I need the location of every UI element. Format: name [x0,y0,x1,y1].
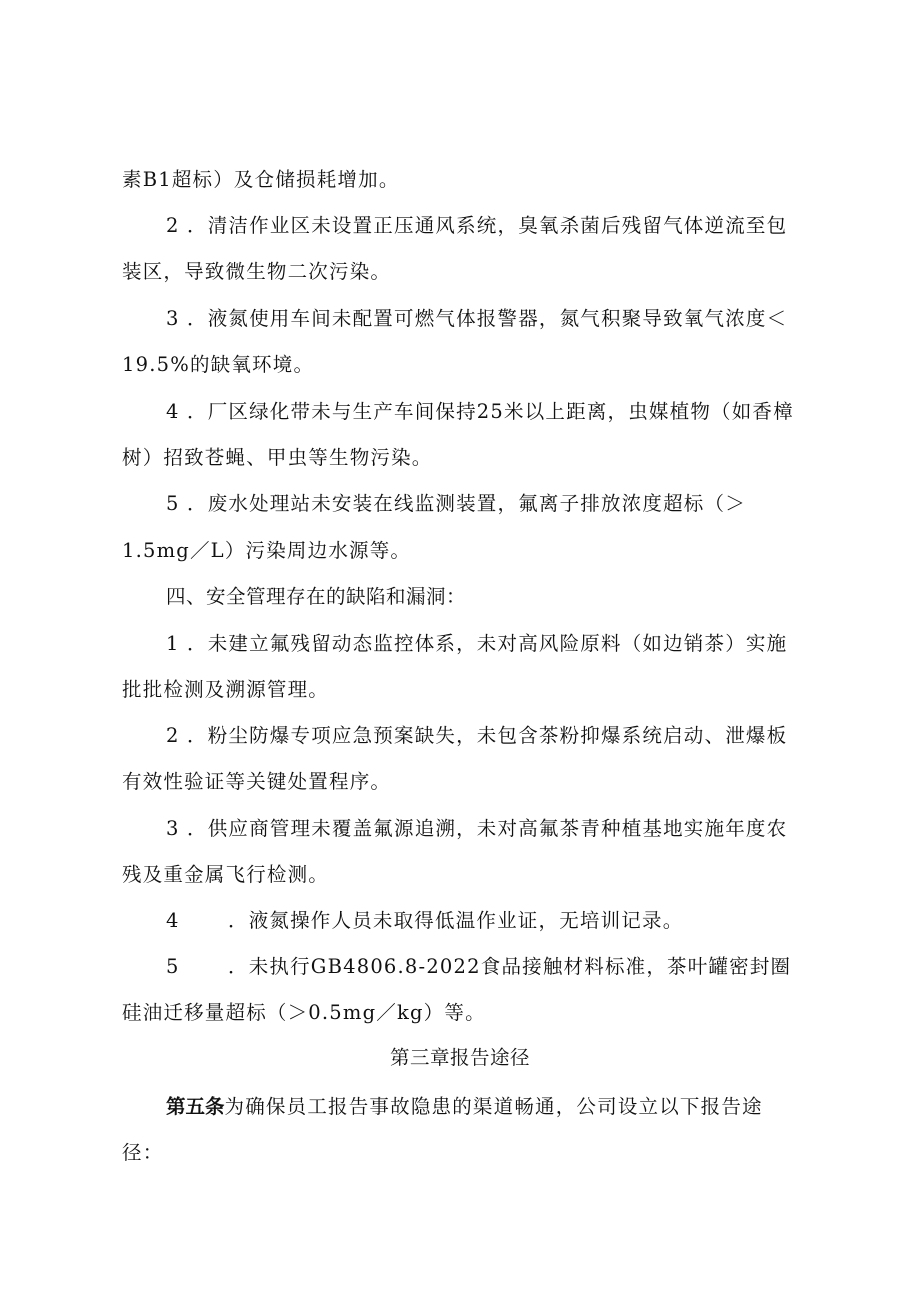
article-label: 第五条 [166,1095,225,1118]
chapter-title: 第三章报告途径 [389,1046,530,1069]
list-item-text: ．未执行GB4806.8-2022食品接触材料标准，茶叶罐密封圈 [228,955,792,978]
list-item-3-line1: 3 ．供应商管理未覆盖氟源追溯，未对高氟茶青种植基地实施年度农 [166,817,788,840]
list-item-1-line1: 1 ．未建立氟残留动态监控体系，未对高风险原料（如边销茶）实施 [166,632,788,655]
list-item-text: ．液氮操作人员未取得低温作业证，无培训记录。 [228,909,684,932]
list-item-5-line1: 5 ．废水处理站未安装在线监测装置，氟离子排放浓度超标（＞ [166,492,746,515]
list-item-4 [166,907,683,935]
list-item-5 [166,953,791,981]
list-item-2-line2: 有效性验证等关键处置程序。 [122,770,392,793]
list-item-number: 4 [166,909,180,932]
article-5-line1 [166,1093,763,1121]
list-item-5-line2: 硅油迁移量超标（＞0.5mg／kg）等。 [122,1001,486,1024]
paragraph-line: 素B1超标）及仓储损耗增加。 [122,168,400,191]
list-item-2-line1: 2 ．粉尘防爆专项应急预案缺失，未包含茶粉抑爆系统启动、泄爆板 [166,724,788,747]
list-item-3-line2: 残及重金属飞行检测。 [122,863,330,886]
list-item-3-line2: 19.5%的缺氧环境。 [122,353,315,376]
list-item-4-line1: 4 ．厂区绿化带未与生产车间保持25米以上距离，虫媒植物（如香樟 [166,400,794,423]
list-item-5-line2: 1.5mg／L）污染周边水源等。 [122,539,412,562]
list-item-1-line2: 批批检测及溯源管理。 [122,678,330,701]
list-item-4-line2: 树）招致苍蝇、甲虫等生物污染。 [122,446,433,469]
list-item-number: 5 [166,955,180,978]
article-text: 为确保员工报告事故隐患的渠道畅通，公司设立以下报告途 [224,1095,763,1118]
list-item-3-line1: 3 ．液氮使用车间未配置可燃气体报警器，氮气积聚导致氧气浓度＜ [166,307,788,330]
section-heading: 四、安全管理存在的缺陷和漏洞： [166,585,467,608]
list-item-2-line1: 2 ．清洁作业区未设置正压通风系统，臭氧杀菌后残留气体逆流至包 [166,214,788,237]
list-item-2-line2: 装区，导致微生物二次污染。 [122,260,392,283]
article-5-line2: 径： [122,1141,164,1164]
